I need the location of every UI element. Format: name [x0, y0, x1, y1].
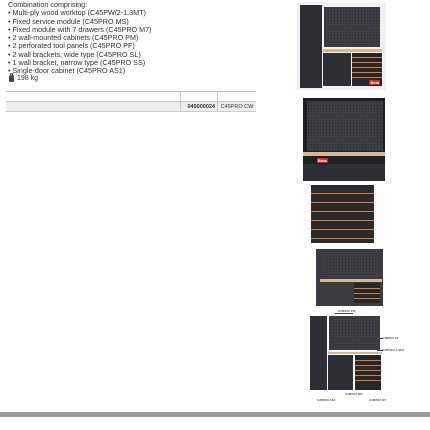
- product-code: 045000024: [181, 102, 218, 112]
- label-pw: C45PW/2-1.3MT: [382, 348, 405, 352]
- description-intro: Combination comprising:: [8, 0, 88, 9]
- worktop: [328, 352, 382, 354]
- header-code: [181, 92, 218, 102]
- worktop: [303, 152, 385, 156]
- table-header-row: [6, 92, 256, 102]
- footer-bar: [0, 412, 430, 417]
- brand-logo: Beta: [370, 80, 379, 85]
- single-door-cabinet: [310, 316, 327, 390]
- weight-value: 198 kg: [17, 75, 39, 82]
- label-m7: C45PRO M7: [369, 398, 387, 402]
- product-photo-open: [316, 249, 383, 306]
- label-pm: C45PRO PM: [338, 309, 356, 313]
- service-module: [323, 53, 351, 86]
- label-pf: C45PRO PF: [382, 336, 399, 340]
- header-blank: [6, 92, 181, 102]
- component-item: • Single-door cabinet (C45PRO AS1): [8, 67, 288, 75]
- drawer-module: [354, 283, 380, 303]
- tool-panel: [307, 101, 383, 151]
- product-reference: C45PRO CW: [218, 102, 257, 112]
- component-item: • Multi-ply wood worktop (C45PW/2-1.3MT): [8, 9, 288, 17]
- label-as1: C45PRO AS1: [317, 398, 336, 402]
- component-item: • 1 wall bracket, narrow type (C45PRO SS): [8, 59, 288, 67]
- components-list: [8, 9, 288, 75]
- door-panel: [303, 164, 385, 181]
- drawer-module: [352, 53, 382, 86]
- product-photo-main: [297, 2, 386, 90]
- row-blank: [6, 102, 181, 112]
- component-item: • Fixed service module (C45PRO MS): [8, 18, 288, 26]
- worktop: [320, 279, 382, 282]
- product-photo-detail: [303, 98, 385, 181]
- tool-panel: [324, 7, 380, 47]
- table-row: [6, 102, 256, 112]
- product-description: [8, 1, 288, 76]
- cabinet-tall: [300, 5, 322, 88]
- service-module: [328, 355, 353, 390]
- drawer-module: [355, 355, 381, 390]
- component-item: • Fixed module with 7 drawers (C45PRO M7): [8, 26, 288, 34]
- tool-panel: [329, 316, 380, 350]
- component-item: • 2 wall brackets, wide type (C45PRO SL): [8, 51, 288, 59]
- component-item: • 2 perforated tool panels (C45PRO PF): [8, 42, 288, 50]
- component-item: • 2 wall-mounted cabinets (C45PRO PM): [8, 34, 288, 42]
- worktop: [323, 49, 382, 52]
- header-reference: [218, 92, 257, 102]
- product-photo-drawers: [311, 185, 374, 243]
- weight-icon: [9, 75, 14, 82]
- brand-logo: Beta: [318, 158, 327, 163]
- tool-panel: [326, 255, 380, 277]
- product-codes-table: [6, 91, 256, 112]
- label-ms: C45PRO MS: [345, 392, 363, 396]
- components-diagram: [305, 309, 405, 409]
- weight-info: [9, 75, 38, 82]
